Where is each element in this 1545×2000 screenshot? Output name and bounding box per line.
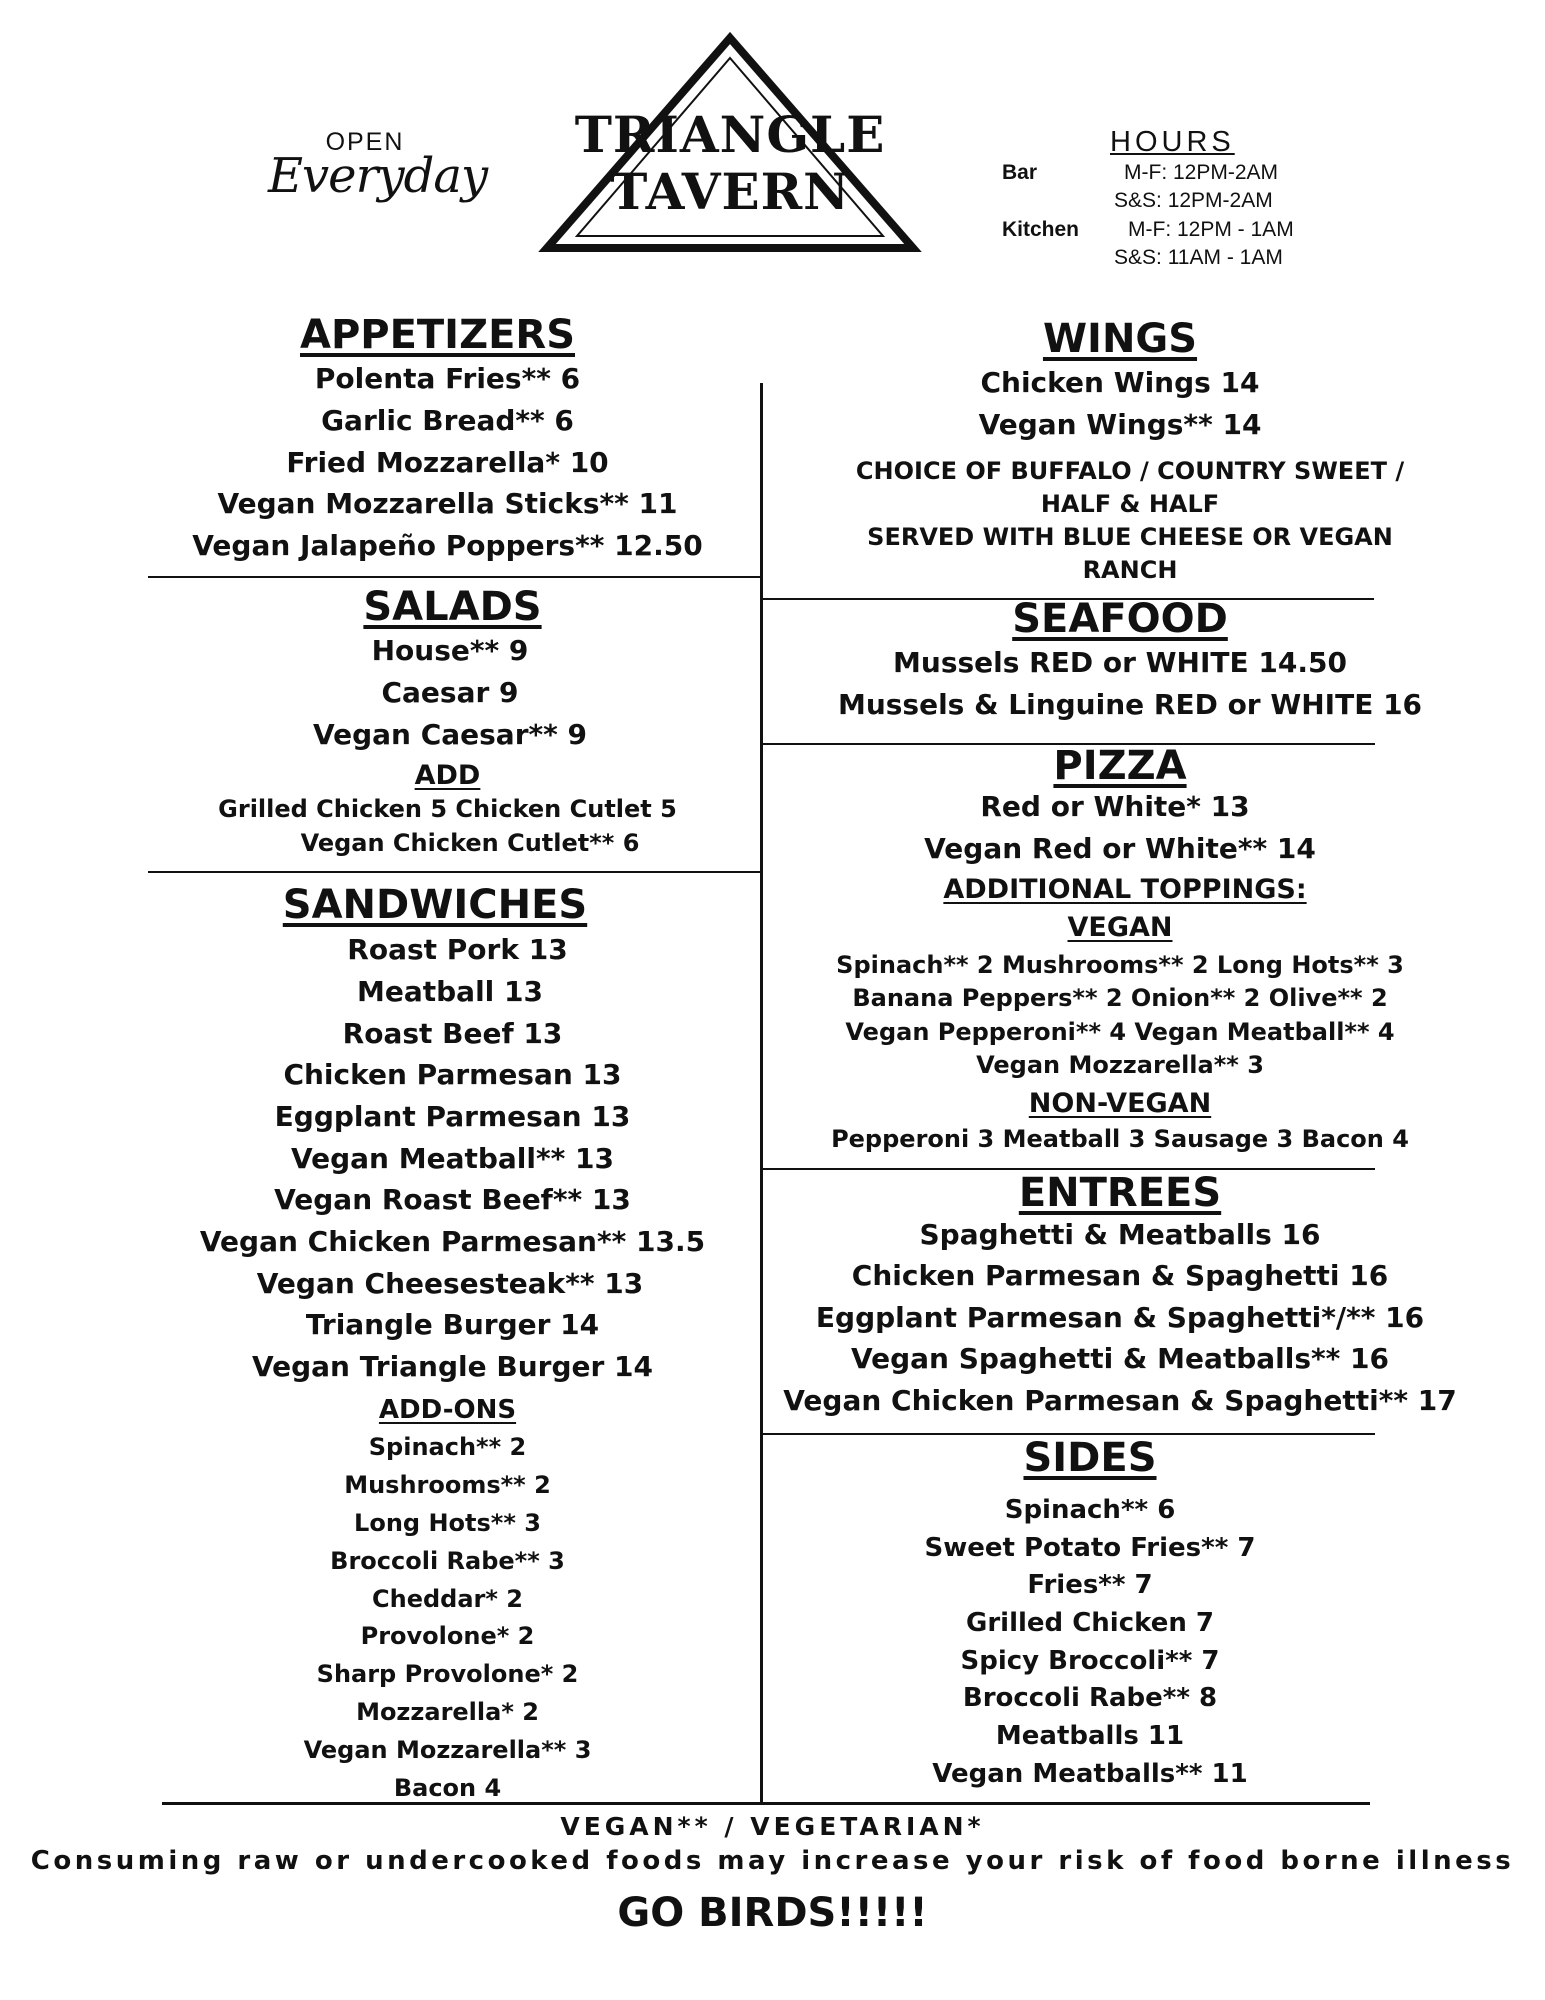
menu-item: Vegan Caesar** 9 xyxy=(312,718,588,751)
entrees-title: ENTREES xyxy=(1018,1170,1222,1216)
seafood-title: SEAFOOD xyxy=(1012,596,1228,642)
hours-label-kitchen: Kitchen xyxy=(1002,218,1080,241)
menu-item: Mussels RED or WHITE 14.50 xyxy=(893,646,1347,679)
menu-item: Spinach** 6 xyxy=(1004,1495,1176,1525)
menu-item: Vegan Meatball** 13 xyxy=(290,1142,614,1175)
hours-value: S&S: 11AM - 1AM xyxy=(1114,246,1283,269)
hours-label-bar: Bar xyxy=(1002,161,1038,184)
menu-item: Roast Pork 13 xyxy=(347,933,568,966)
sandwiches-title: SANDWICHES xyxy=(282,882,588,928)
menu-item: Vegan Red or White** 14 xyxy=(924,832,1316,865)
wings-dip-note: SERVED WITH BLUE CHEESE OR VEGAN RANCH xyxy=(867,523,1393,584)
topping-line: Vegan Mozzarella** 3 xyxy=(976,1051,1264,1079)
divider xyxy=(148,576,761,578)
addon-item: Bacon 4 xyxy=(393,1774,502,1802)
addon-item: Spinach** 2 xyxy=(368,1433,527,1461)
menu-item: Mussels & Linguine RED or WHITE 16 xyxy=(837,688,1423,721)
footer-divider xyxy=(162,1802,1370,1805)
addon-item: Mushrooms** 2 xyxy=(344,1471,551,1499)
menu-item: Vegan Cheesesteak** 13 xyxy=(256,1267,644,1300)
wings-sauce-note: CHOICE OF BUFFALO / COUNTRY SWEET / HALF & HALF xyxy=(855,457,1405,518)
menu-item: Polenta Fries** 6 xyxy=(314,362,581,395)
salads-add-line: Vegan Chicken Cutlet** 6 xyxy=(300,829,640,857)
salads-add-title: ADD xyxy=(414,760,481,791)
addons-title: ADD-ONS xyxy=(378,1395,517,1425)
vegan-toppings-title: VEGAN xyxy=(1067,912,1173,943)
hours-value: M-F: 12PM-2AM xyxy=(1124,161,1279,184)
menu-item: Vegan Mozzarella Sticks** 11 xyxy=(217,487,678,520)
menu-item: Eggplant Parmesan & Spaghetti*/** 16 xyxy=(815,1301,1425,1334)
menu-item: House** 9 xyxy=(371,634,529,667)
hours-value: S&S: 12PM-2AM xyxy=(1114,189,1273,212)
menu-item: Chicken Wings 14 xyxy=(980,366,1260,399)
diet-legend: VEGAN** / VEGETARIAN* xyxy=(560,1812,985,1841)
hours-value: M-F: 12PM - 1AM xyxy=(1128,218,1294,241)
addon-item: Cheddar* 2 xyxy=(372,1585,523,1613)
hours-title: HOURS xyxy=(1110,126,1235,158)
menu-item: Caesar 9 xyxy=(381,676,519,709)
menu-item: Spicy Broccoli** 7 xyxy=(960,1646,1220,1676)
open-label: OPEN xyxy=(325,128,405,156)
menu-item: Vegan Chicken Parmesan & Spaghetti** 17 xyxy=(783,1384,1457,1417)
appetizers-title: APPETIZERS xyxy=(299,312,576,358)
addon-item: Vegan Mozzarella** 3 xyxy=(303,1736,592,1764)
everyday-label: Everyday xyxy=(268,148,488,204)
menu-item: Grilled Chicken 7 xyxy=(966,1608,1214,1638)
topping-line: Banana Peppers** 2 Onion** 2 Olive** 2 xyxy=(852,984,1388,1012)
menu-item: Red or White* 13 xyxy=(980,790,1250,823)
menu-item: Vegan Roast Beef** 13 xyxy=(274,1183,631,1216)
menu-item: Fries** 7 xyxy=(1027,1570,1153,1600)
addon-item: Sharp Provolone* 2 xyxy=(316,1660,579,1688)
menu-item: Broccoli Rabe** 8 xyxy=(962,1683,1218,1713)
menu-item: Vegan Meatballs** 11 xyxy=(932,1759,1248,1789)
menu-item: Vegan Jalapeño Poppers** 12.50 xyxy=(192,529,703,562)
menu-item: Vegan Chicken Parmesan** 13.5 xyxy=(199,1225,706,1258)
triangle-tavern-logo xyxy=(535,30,925,255)
wings-title: WINGS xyxy=(1042,316,1198,362)
menu-item: Vegan Triangle Burger 14 xyxy=(251,1350,654,1383)
menu-item: Garlic Bread** 6 xyxy=(321,404,574,437)
menu-item: Triangle Burger 14 xyxy=(305,1308,600,1341)
menu-item: Chicken Parmesan & Spaghetti 16 xyxy=(851,1259,1389,1292)
menu-item: Meatballs 11 xyxy=(995,1721,1185,1751)
topping-line: Pepperoni 3 Meatball 3 Sausage 3 Bacon 4 xyxy=(831,1125,1409,1153)
menu-item: Sweet Potato Fries** 7 xyxy=(924,1533,1256,1563)
menu-item: Chicken Parmesan 13 xyxy=(283,1058,622,1091)
toppings-title: ADDITIONAL TOPPINGS: xyxy=(943,874,1307,905)
menu-item: Meatball 13 xyxy=(357,975,543,1008)
logo-line-2: TAVERN xyxy=(610,162,850,221)
logo-line-1: TRIANGLE xyxy=(574,105,886,164)
menu-item: Fried Mozzarella* 10 xyxy=(286,446,609,479)
topping-line: Vegan Pepperoni** 4 Vegan Meatball** 4 xyxy=(845,1018,1395,1046)
menu-item: Spaghetti & Meatballs 16 xyxy=(919,1218,1321,1251)
addon-item: Long Hots** 3 xyxy=(354,1509,541,1537)
addon-item: Provolone* 2 xyxy=(360,1622,535,1650)
addon-item: Broccoli Rabe** 3 xyxy=(330,1547,565,1575)
slogan: GO BIRDS!!!!! xyxy=(617,1890,928,1936)
topping-line: Spinach** 2 Mushrooms** 2 Long Hots** 3 xyxy=(836,951,1404,979)
addon-item: Mozzarella* 2 xyxy=(356,1698,539,1726)
sides-title: SIDES xyxy=(1023,1435,1157,1481)
menu-item: Roast Beef 13 xyxy=(342,1017,563,1050)
salads-add-line: Grilled Chicken 5 Chicken Cutlet 5 xyxy=(218,795,677,823)
divider xyxy=(148,871,761,873)
menu-item: Eggplant Parmesan 13 xyxy=(274,1100,631,1133)
menu-item: Vegan Wings** 14 xyxy=(978,408,1262,441)
salads-title: SALADS xyxy=(363,584,542,630)
nonvegan-toppings-title: NON-VEGAN xyxy=(1028,1088,1212,1119)
food-safety-warning: Consuming raw or undercooked foods may increase your risk of food borne illness xyxy=(30,1846,1515,1876)
pizza-title: PIZZA xyxy=(1053,743,1187,789)
menu-item: Vegan Spaghetti & Meatballs** 16 xyxy=(850,1342,1390,1375)
